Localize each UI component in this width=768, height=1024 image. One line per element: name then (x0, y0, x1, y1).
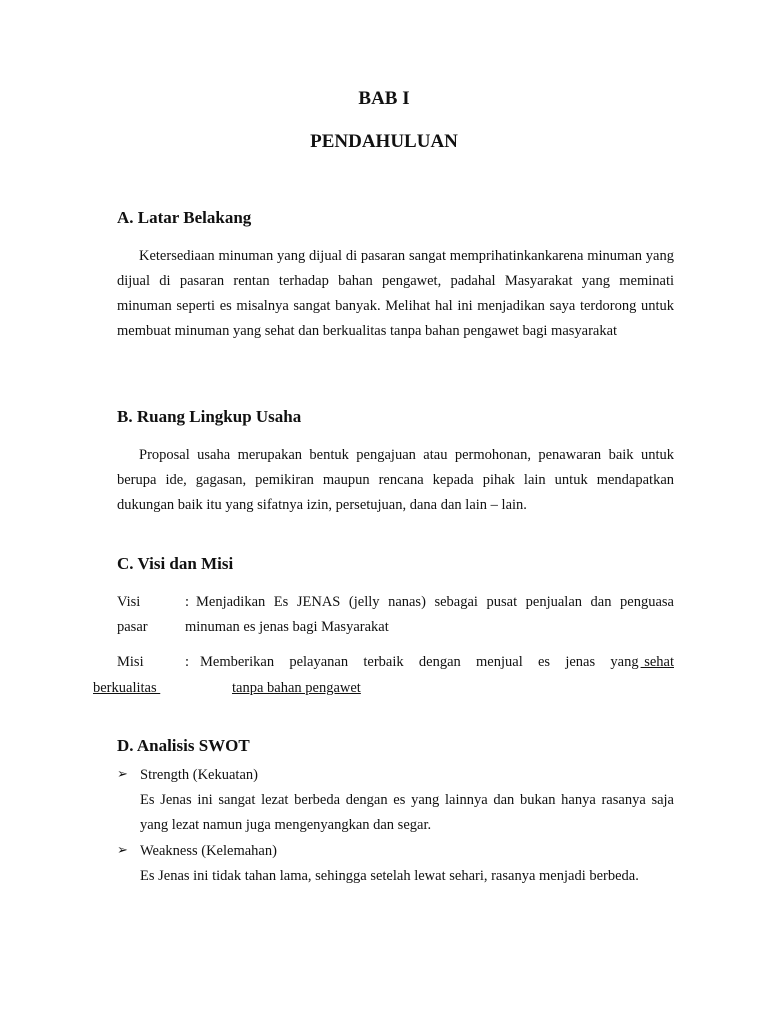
misi-line2-right: tanpa bahan pengawet (232, 680, 361, 696)
misi-colon: : (185, 654, 190, 670)
misi-line1-text: Memberikan pelayanan terbaik dengan menjual es jenas yang (200, 654, 639, 670)
chapter-number: BAB I (358, 88, 410, 109)
visi-label-continued: pasar (117, 619, 148, 635)
section-b-heading: B. Ruang Lingkup Usaha (117, 407, 302, 426)
misi-line2-left: berkualitas (93, 680, 161, 696)
visi-label: Visi (117, 594, 141, 610)
misi-line1 (200, 650, 674, 675)
section-a-heading: A. Latar Belakang (117, 208, 252, 227)
swot-weakness-text: Es Jenas ini tidak tahan lama, sehingga setelah lewat sehari, rasanya menjadi berbeda. (140, 868, 639, 884)
swot-weakness-title: Weakness (Kelemahan) (140, 843, 277, 859)
section-b-paragraph: Proposal usaha merupakan bentuk pengajuan atau permohonan, penawaran baik untuk berupa ide, gagasan, pemikiran maupun rencana kepada pihak lain untuk mendapatkan dukungan baik itu yang sifatnya izin, persetujuan, dana dan lain – lain. (117, 447, 674, 513)
visi-colon: : (185, 594, 190, 610)
section-d-heading: D. Analisis SWOT (117, 736, 250, 755)
misi-label: Misi (117, 654, 144, 670)
chapter-title: PENDAHULUAN (310, 131, 458, 152)
visi-line1: Menjadikan Es JENAS (jelly nanas) sebagai pusat penjualan dan penguasa (196, 594, 674, 610)
arrow-bullet-icon: ➢ (117, 842, 128, 857)
section-a-paragraph: Ketersediaan minuman yang dijual di pasaran sangat memprihatinkankarena minuman yang dijual di pasaran rentan terhadap bahan pengawet, padahal Masyarakat yang meminati minuman seperti es misalnya sangat banyak. Melihat hal ini menjadikan saya terdorong untuk membuat minuman yang sehat dan berkualitas tanpa bahan pengawet bagi masyarakat (117, 248, 674, 339)
visi-line2: minuman es jenas bagi Masyarakat (185, 619, 389, 635)
section-c-heading: C. Visi dan Misi (117, 554, 234, 573)
swot-strength-text: Es Jenas ini sangat lezat berbeda dengan es yang lainnya dan bukan hanya rasanya saja yang lezat namun juga mengenyangkan dan segar. (140, 792, 674, 833)
swot-strength-title: Strength (Kekuatan) (140, 767, 258, 783)
misi-line1-underlined: sehat (640, 654, 674, 670)
arrow-bullet-icon: ➢ (117, 766, 128, 781)
